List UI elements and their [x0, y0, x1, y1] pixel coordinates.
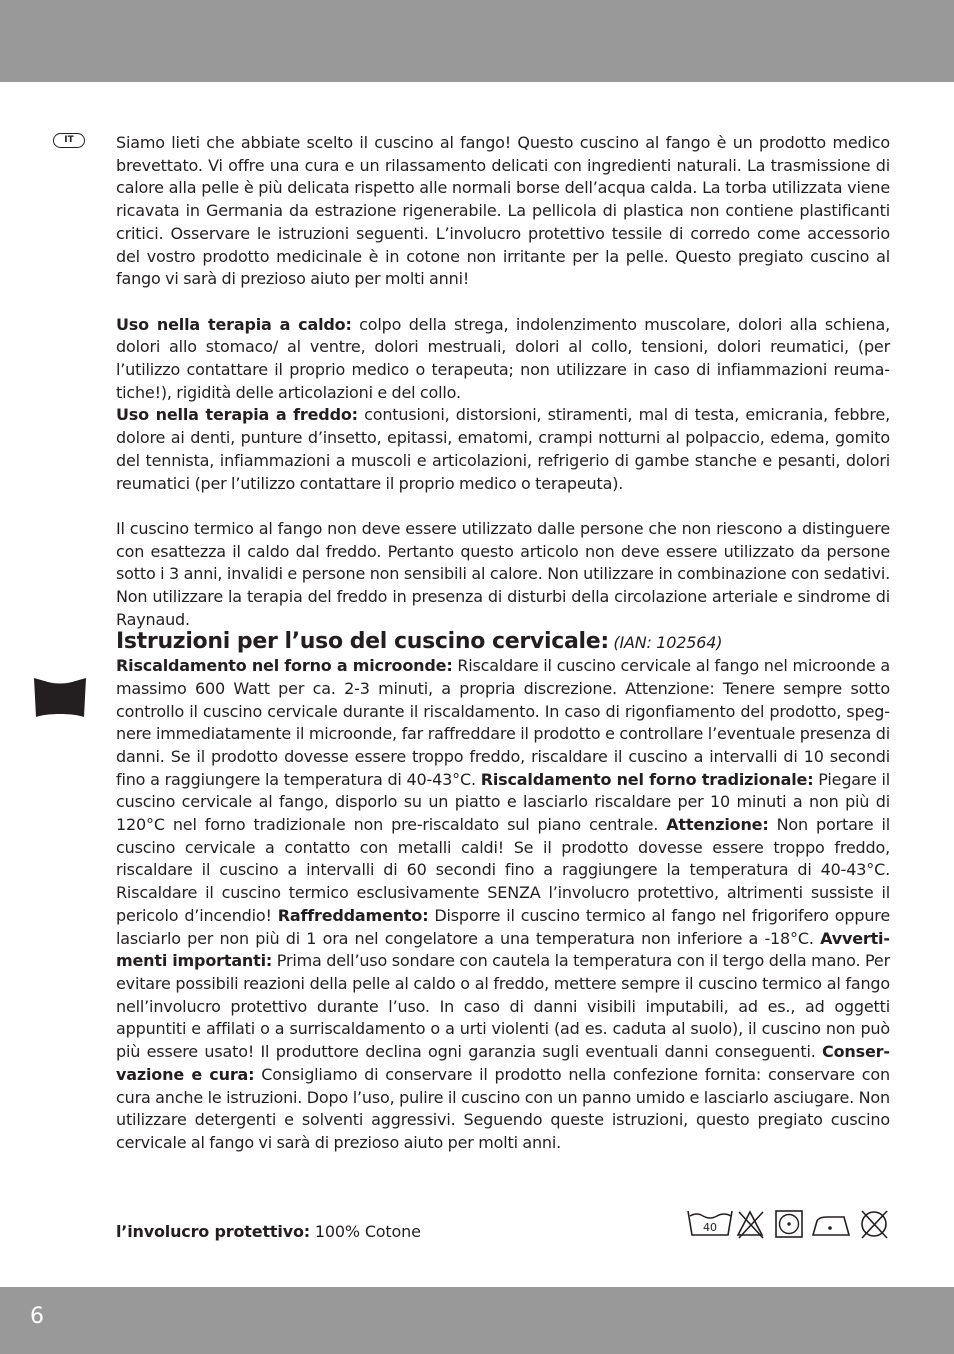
footer-bar — [0, 1287, 954, 1354]
storage-text: Consigliamo di conservare il prodotto nella confezione fornita: conservare con cura anche le istruzioni. Dopo l’uso, pulire il cuscino con un panno umido e lasciarlo asciugare. Non utilizzare detergenti e solventi aggressivi. Seguendo queste istruzioni, questo pregiato cuscino cervicale al fango vi sarà di prezioso aiuto per molti anni. — [116, 1064, 890, 1152]
fabric-label: l’involucro protettivo: — [116, 1222, 310, 1241]
attention-text: Non portare il cuscino cervicale a contatto con metalli caldi! Se il prodotto dovesse essere troppo freddo, riscaldare il cuscino a intervalli di 60 secondi fino a raggiungere la temperatura di 40-43°C. Riscaldare il cuscino termico esclusivamente SENZA l’involucro protettivo, altrimenti sussiste il pericolo d’incendio! — [116, 815, 890, 925]
header-bar — [0, 0, 954, 82]
cold-therapy-paragraph — [116, 404, 890, 495]
warning-paragraph: Il cuscino termico al fango non deve essere utilizzato dalle persone che non riescono a distinguere con esattezza il caldo dal freddo. Pertanto questo articolo non deve essere utilizzato da persone sotto i 3 anni, invalidi e persone non sensibili al calore. Non utilizzare in combinazione con sedativi. Non utilizzare la terapia del freddo in presenza di disturbi della circolazione arteriale e sindrome di Raynaud. — [116, 518, 890, 629]
storage-label: Conservazione e cura: — [116, 1042, 890, 1084]
cervical-pillow-icon — [33, 675, 87, 719]
oven-text: Piegare il cuscino cervicale al fango, disporlo su un piatto e lasciarlo riscaldare per 10 minuti a non più di 120°C nel forno tradizionale non pre-riscaldato sul piano centrale. — [116, 769, 891, 835]
cooling-text: Disporre il cuscino termico al fango nel frigorifero oppure lasciarlo per non più di 1 ora nel congelatore a una temperatura non inferiore a -18°C. — [116, 905, 890, 948]
fabric-value: 100% Cotone — [309, 1222, 421, 1241]
instructions-title: Istruzioni per l’uso del cuscino cervicale: — [116, 629, 609, 655]
ian-code: (IAN: 102564) — [613, 633, 723, 653]
main-content — [116, 132, 890, 1155]
cold-therapy-label: Uso nella terapia a freddo: — [116, 405, 358, 425]
cooling-label: Raffreddamento: — [277, 905, 429, 925]
wash-40-icon — [688, 1211, 732, 1235]
microwave-text: Riscaldare il cuscino cervicale al fango nel microonde a massimo 600 Watt per ca. 2-3 minuti, a propria discrezione. Attenzione: Tenere sempre sotto controllo il cuscino cervicale durante il riscaldamento. In caso di rigonfiamento del prodotto, spegnere immediatamente il microonde, far raffreddare il prodotto e controllare l’eventuale presenza di danni. Se il prodotto dovesse essere troppo freddo, riscaldare il cuscino a intervalli di 10 secondi fino a raggiungere la temperatura di 40-43°C. — [116, 656, 891, 789]
care-symbols — [686, 1208, 890, 1240]
heat-therapy-text: colpo della strega, indolenzimento muscolare, dolori alla schiena, dolori allo stomaco/ al ventre, dolori mestruali, dolori al collo, tensioni, dolori reumatici, (per l’utilizzo contattare il proprio medico o terapeuta; non utilizzare in caso di infiammazioni reumatiche!), rigidità delle articolazioni e del collo. — [116, 314, 890, 402]
tumble-dry-low-icon — [776, 1211, 802, 1237]
cold-therapy-text: contusioni, distorsioni, stiramenti, mal di testa, emicrania, febbre, dolore ai denti, punture d’insetto, epitassi, ematomi, crampi notturni al polpaccio, edema, gomito del tennista, infiammazioni a muscoli e articolazioni, refrigerio di gambe stanche e pesanti, dolori reumatici (per l’utilizzo contattare il proprio medico o terapeuta). — [116, 405, 890, 493]
no-dry-clean-icon — [862, 1211, 887, 1238]
wash-temperature: 40 — [703, 1221, 717, 1234]
iron-low-icon — [813, 1217, 849, 1235]
microwave-label: Riscaldamento nel forno a microonde: — [116, 656, 453, 676]
fabric-composition — [116, 1222, 421, 1241]
important-warnings-text: Prima dell’uso sondare con cautela la temperatura con il tergo della mano. Per evitare possibili reazioni della pelle al caldo o al freddo, mettere sempre il cuscino termico al fango nell’involucro protettivo durante l’uso. In caso di danni visibili imputabili, ad es., ad oggetti appuntiti e affilati o a surriscaldamento o a urti violenti (ad es. caduta al suolo), il cuscino non può più essere usato! Il produttore declina ogni garanzia sugli eventuali danni conseguenti. — [116, 951, 890, 1062]
attention-label: Attenzione: — [666, 815, 769, 835]
no-bleach-icon — [738, 1212, 763, 1238]
instructions-heading — [116, 631, 890, 655]
heat-therapy-label: Uso nella terapia a caldo: — [116, 314, 352, 334]
intro-paragraph: Siamo lieti che abbiate scelto il cuscino al fango! Questo cuscino al fango è un prodotto medico brevettato. Vi offre una cura e un rilassamento delicati con ingredienti naturali. La trasmissione di calore alla pelle è più delicata rispetto alle normali borse dell’acqua calda. La torba utilizzata viene ricavata in Germania da estrazione rigenerabile. La pellicola di plastica non contiene plastificanti critici. Osservare le istruzioni seguenti. L’involucro protettivo tessile di corredo come accessorio del vostro prodotto medicinale è in cotone non irritante per la pelle. Questo pregiato cuscino al fango vi sarà di prezioso aiuto per molti anni! — [116, 133, 890, 289]
language-badge: IT — [53, 133, 85, 148]
instructions-paragraph — [116, 655, 890, 1154]
oven-label: Riscaldamento nel forno tradizionale: — [480, 769, 814, 789]
heat-therapy-paragraph — [116, 314, 890, 405]
page-number: 6 — [30, 1304, 44, 1329]
important-warnings-label: Avvertimenti importanti: — [116, 928, 890, 971]
